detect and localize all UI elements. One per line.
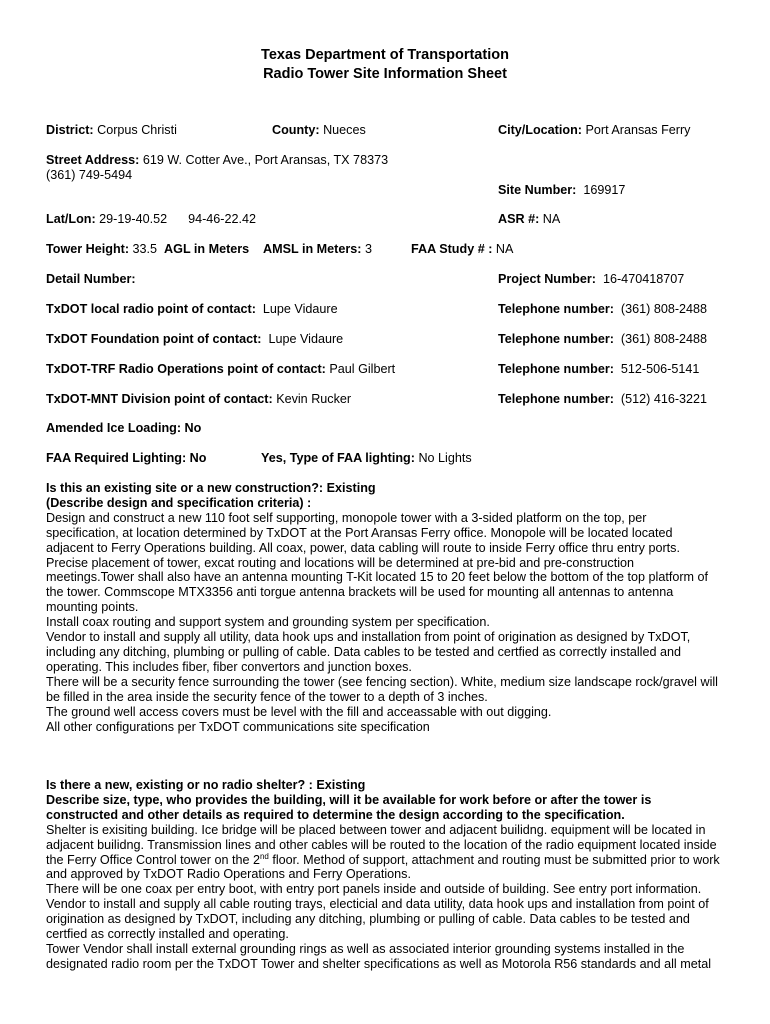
- project-number-field: Project Number: 16-470418707: [498, 272, 685, 286]
- asr-field: ASR #: NA: [498, 212, 561, 226]
- faa-lighting-type-field: Yes, Type of FAA lighting: No Lights: [261, 451, 472, 465]
- text-line: the Ferry Office Control tower on the 2nd floor. Method of support, attachment and routing must be submitted prior to work: [46, 851, 720, 867]
- text-line: designated radio room per the TxDOT Tower and shelter specifications as well as Motorola R56 standards and all metal: [46, 956, 712, 971]
- site-construction-section: [46, 481, 736, 734]
- faa-lighting-field: FAA Required Lighting: No: [46, 451, 207, 465]
- text-line: certfied as correctly installed and operating.: [46, 927, 289, 942]
- contact-mnt-division: TxDOT-MNT Division point of contact: Kevin Rucker: [46, 392, 352, 406]
- district-field: District: Corpus Christi: [46, 123, 177, 137]
- text-line: meetings.Tower shall also have an antenna mounting T-Kit located 15 to 20 feet below the bottom of the top platform of: [46, 570, 709, 585]
- telephone-4: Telephone number: (512) 416-3221: [498, 392, 708, 406]
- document-title: Texas Department of Transportation: [261, 47, 509, 63]
- text-line: Design and construct a new 110 foot self supporting, monopole tower with a 3-sided platform on the top, per: [46, 510, 647, 525]
- contact-local-radio: TxDOT local radio point of contact: Lupe Vidaure: [46, 302, 338, 316]
- text-line: adjacent to Ferry Operations building. All coax, power, data cabling will route to inside Ferry office thru entry ports.: [46, 540, 680, 555]
- text-line: The ground well access covers must be level with the fill and acceassable with out digging.: [46, 704, 552, 719]
- faa-study-field: FAA Study # : NA: [411, 242, 514, 256]
- document-subtitle: Radio Tower Site Information Sheet: [263, 66, 507, 82]
- city-field: City/Location: Port Aransas Ferry: [498, 123, 691, 137]
- text-line: including any ditching, plumbing or pulling of cable. Data cables to be tested and certfied as correctly installed and: [46, 644, 681, 659]
- text-line: Tower Vendor shall install external grounding rings as well as associated interior grounding systems installed in the: [46, 941, 685, 956]
- text-line: mounting points.: [46, 600, 139, 615]
- amsl-field: AMSL in Meters: 3: [263, 242, 372, 256]
- site-construction-question: Is this an existing site or a new construction?: Existing: [46, 481, 376, 495]
- site-phone: (361) 749-5494: [46, 168, 133, 182]
- text-line: origination as designed by TxDOT, including any ditching, plumbing or pulling of cable. Data cables to be tested and: [46, 912, 690, 927]
- contact-foundation: TxDOT Foundation point of contact: Lupe Vidaure: [46, 332, 344, 346]
- detail-number-field: Detail Number:: [46, 272, 136, 286]
- text-line: There will be a security fence surrounding the tower (see fencing section). White, medium size landscape rock/gravel will: [46, 674, 718, 689]
- county-field: County: Nueces: [272, 123, 366, 137]
- shelter-description-heading-cont: constructed and other details as required to determine the design according to the specification.: [46, 807, 625, 822]
- text-line: be filled in the area inside the security fence of the tower to a depth of 3 inches.: [46, 689, 488, 704]
- tower-height-field: Tower Height: 33.5 AGL in Meters: [46, 242, 250, 256]
- ice-loading-field: Amended Ice Loading: No: [46, 421, 202, 435]
- site-number-field: Site Number: 169917: [498, 183, 626, 197]
- shelter-description-heading: Describe size, type, who provides the building, will it be available for work before or after the tower is: [46, 792, 652, 807]
- text-line: operating. This includes fiber, fiber convertors and junction boxes.: [46, 659, 412, 674]
- text-line: Shelter is exisiting building. Ice bridge will be placed between tower and adjacent builidng. equipment will be located in: [46, 822, 706, 837]
- radio-shelter-question: Is there a new, existing or no radio shelter? : Existing: [46, 778, 366, 792]
- street-address-field: Street Address: 619 W. Cotter Ave., Port Aransas, TX 78373: [46, 153, 389, 167]
- text-line: There will be one coax per entry boot, with entry port panels inside and outside of building. See entry port information.: [46, 882, 702, 897]
- telephone-3: Telephone number: 512-506-5141: [498, 362, 700, 376]
- text-line: adjacent builidng. Transmission lines and other cables will be routed to the location of the radio equipment located inside: [46, 837, 717, 852]
- text-line: Install coax routing and support system and grounding system per specification.: [46, 615, 490, 630]
- text-line: All other configurations per TxDOT communications site specification: [46, 719, 430, 734]
- text-line: Vendor to install and supply all utility, data hook ups and installation from point of origination as designed by TxDOT,: [46, 630, 691, 645]
- telephone-2: Telephone number: (361) 808-2488: [498, 332, 708, 346]
- text-line: and approved by TxDOT Radio Operations and Ferry Operations.: [46, 867, 411, 882]
- contact-trf-radio-ops: TxDOT-TRF Radio Operations point of contact: Paul Gilbert: [46, 362, 396, 376]
- text-line: specification, at location determined by TxDOT at the Port Aransas Ferry office. Monopole will be located located: [46, 525, 673, 540]
- text-line: the tower. Commscope MTX3356 anti torgue antenna brackets will be used for mounting all antennas to antenna: [46, 585, 674, 600]
- design-criteria-heading: (Describe design and specification criteria) :: [46, 495, 312, 510]
- lat-lon-field: Lat/Lon: 29-19-40.52 94-46-22.42: [46, 212, 257, 226]
- text-line: Precise placement of tower, excat routing and locations will be determined at pre-bid and pre-construction: [46, 555, 635, 570]
- radio-shelter-section: [46, 778, 736, 972]
- telephone-1: Telephone number: (361) 808-2488: [498, 302, 708, 316]
- text-line: Vendor to install and supply all cable routing trays, electicial and data utility, data hook ups and installation from point of: [46, 897, 709, 912]
